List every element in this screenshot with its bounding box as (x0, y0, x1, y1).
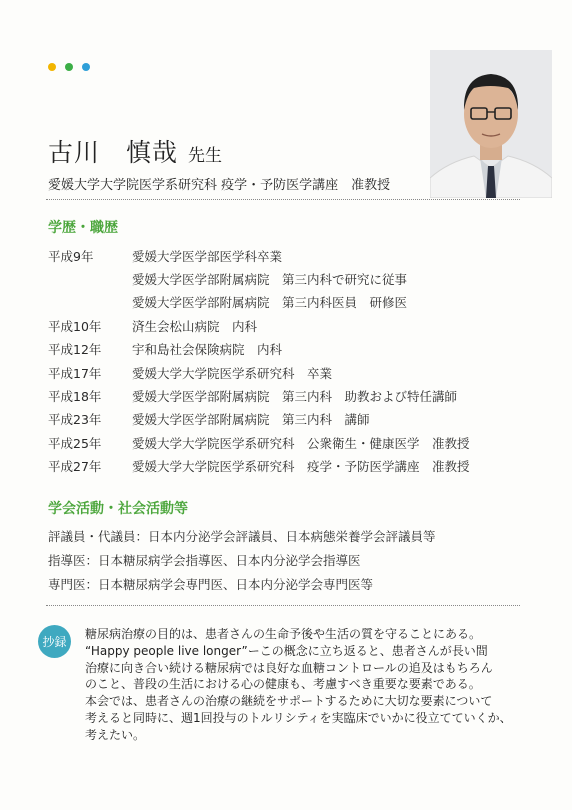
career-desc: 愛媛大学大学院医学系研究科 公衆衛生・健康医学 准教授 (132, 435, 470, 451)
career-desc: 愛媛大学医学部附属病院 第三内科で研究に従事 (132, 272, 408, 288)
activity-item: 評議員・代議員：日本内分泌学会評議員、日本病態栄養学会評議員等 (48, 529, 436, 544)
career-desc: 愛媛大学医学部附属病院 第三内科 講師 (132, 412, 370, 428)
portrait-photo (430, 50, 552, 198)
speaker-name: 古川 慎哉 (48, 138, 179, 167)
career-heading: 学歴・職歴 (48, 220, 118, 236)
career-desc: 宇和島社会保険病院 内科 (132, 342, 283, 358)
career-desc: 愛媛大学医学部附属病院 第三内科医員 研修医 (132, 295, 408, 311)
abstract-text (85, 626, 535, 744)
abstract-line: 糖尿病治療の目的は、患者さんの生命予後や生活の質を守ることにある。 (85, 627, 482, 641)
yellow-dot-icon (48, 63, 56, 71)
career-row (48, 267, 470, 290)
career-row (48, 384, 470, 407)
career-row (48, 431, 470, 454)
speaker-affiliation: 愛媛大学大学院医学系研究科 疫学・予防医学講座 准教授 (48, 178, 391, 193)
speaker-honorific: 先生 (188, 146, 223, 166)
career-desc: 愛媛大学医学部医学科卒業 (132, 248, 283, 264)
decorative-dots (48, 63, 90, 71)
abstract-line: 考えたい。 (85, 727, 146, 742)
career-year: 平成27年 (48, 459, 102, 475)
career-row (48, 244, 470, 267)
activities-heading: 学会活動・社会活動等 (48, 501, 188, 517)
career-row (48, 408, 470, 431)
career-year: 平成12年 (48, 342, 102, 358)
activity-item: 専門医：日本糖尿病学会専門医、日本内分泌学会専門医等 (48, 577, 374, 592)
career-desc: 愛媛大学医学部附属病院 第三内科 助教および特任講師 (132, 389, 458, 405)
abstract-line: のこと、普段の生活における心の健康も、考慮すべき重要な要素である。 (85, 677, 481, 692)
abstract-badge: 抄録 (38, 625, 71, 658)
career-year: 平成17年 (48, 365, 102, 381)
divider-bottom (46, 605, 520, 606)
career-year: 平成18年 (48, 389, 102, 405)
blue-dot-icon (82, 63, 90, 71)
abstract-line: “Happy people live longer”ーこの概念に立ち返ると、患者さんが長い間 (85, 643, 488, 658)
career-row (48, 314, 470, 337)
career-desc: 愛媛大学大学院医学系研究科 卒業 (132, 365, 333, 381)
activities-list (48, 524, 436, 596)
speaker-name-row (48, 133, 222, 169)
career-list (48, 244, 470, 478)
career-year: 平成9年 (48, 248, 94, 264)
divider-top (46, 199, 520, 200)
abstract-line: 本会では、患者さんの治療の継続をサポートするために大切な要素について (85, 694, 493, 709)
career-desc: 愛媛大学大学院医学系研究科 疫学・予防医学講座 准教授 (132, 459, 470, 475)
career-row (48, 361, 470, 384)
career-row (48, 338, 470, 361)
career-year: 平成10年 (48, 318, 102, 334)
abstract-line: 考えると同時に、週1回投与のトルリシティを実臨床でいかに役立てていくか、 (85, 710, 512, 725)
career-year: 平成25年 (48, 435, 102, 451)
activity-item: 指導医：日本糖尿病学会指導医、日本内分泌学会指導医 (48, 553, 361, 568)
career-desc: 済生会松山病院 内科 (132, 318, 258, 334)
career-year: 平成23年 (48, 412, 102, 428)
abstract-line: 治療に向き合い続ける糖尿病では良好な血糖コントロールの追及はもちろん (85, 660, 493, 675)
green-dot-icon (65, 63, 73, 71)
career-row (48, 455, 470, 478)
career-row (48, 291, 470, 314)
